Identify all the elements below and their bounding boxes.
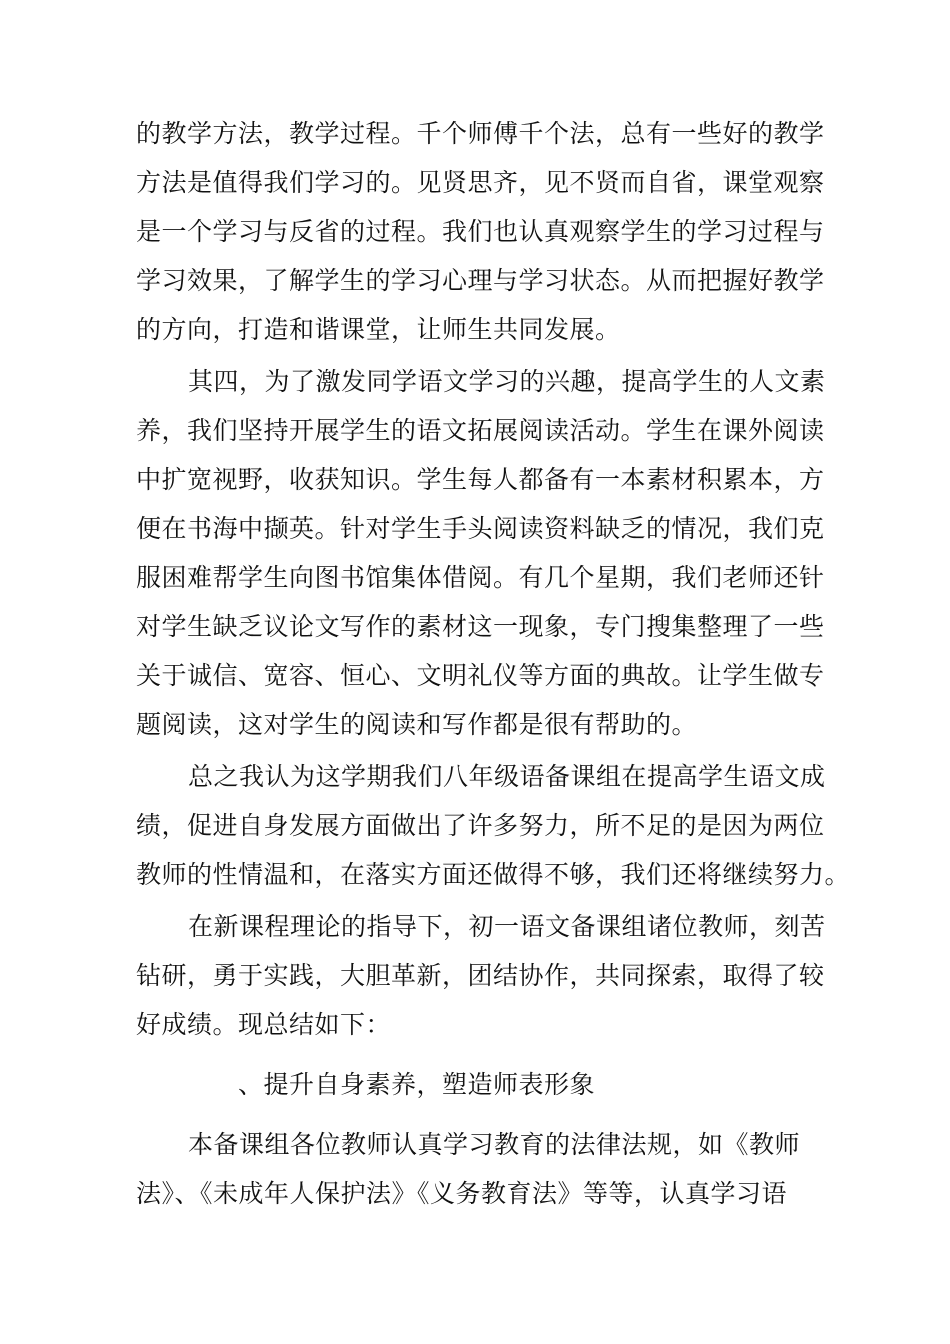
paragraph-line: 养，我们坚持开展学生的语文拓展阅读活动。学生在课外阅读 bbox=[136, 416, 825, 445]
section-heading: 、提升自身素养，塑造师表形象 bbox=[238, 1070, 596, 1099]
paragraph-line: 学习效果，了解学生的学习心理与学习状态。从而把握好教学 bbox=[136, 266, 825, 295]
paragraph-line: 便在书海中撷英。针对学生手头阅读资料缺乏的情况，我们克 bbox=[136, 514, 825, 543]
paragraph-line: 钻研，勇于实践，大胆革新，团结协作，共同探索，取得了较 bbox=[136, 961, 825, 990]
paragraph-line: 题阅读，这对学生的阅读和写作都是很有帮助的。 bbox=[136, 710, 698, 739]
paragraph-line: 在新课程理论的指导下，初一语文备课组诸位教师，刻苦 bbox=[188, 912, 826, 941]
paragraph-line: 服困难帮学生向图书馆集体借阅。有几个星期，我们老师还针 bbox=[136, 563, 825, 592]
paragraph-line: 好成绩。现总结如下： bbox=[136, 1010, 392, 1039]
paragraph-line: 是一个学习与反省的过程。我们也认真观察学生的学习过程与 bbox=[136, 217, 825, 246]
paragraph-line: 本备课组各位教师认真学习教育的法律法规，如《教师 bbox=[188, 1130, 801, 1159]
paragraph-line: 法》、《未成年人保护法》《义务教育法》等等，认真学习语 bbox=[136, 1179, 788, 1208]
paragraph-line: 的教学方法，教学过程。千个师傅千个法，总有一些好的教学 bbox=[136, 119, 825, 148]
paragraph-line: 关于诚信、宽容、恒心、文明礼仪等方面的典故。让学生做专 bbox=[136, 661, 825, 690]
paragraph-line: 其四，为了激发同学语文学习的兴趣，提高学生的人文素 bbox=[188, 367, 826, 396]
paragraph-line: 总之我认为这学期我们八年级语备课组在提高学生语文成 bbox=[188, 762, 826, 791]
paragraph-line: 的方向，打造和谐课堂，让师生共同发展。 bbox=[136, 315, 621, 344]
paragraph-line: 教师的性情温和，在落实方面还做得不够，我们还将继续努力。 bbox=[136, 860, 851, 889]
body-text bbox=[136, 109, 851, 1218]
paragraph-line: 中扩宽视野，收获知识。学生每人都备有一本素材积累本，方 bbox=[136, 465, 825, 494]
paragraph-line: 绩，促进自身发展方面做出了许多努力，所不足的是因为两位 bbox=[136, 811, 825, 840]
paragraph-line: 方法是值得我们学习的。见贤思齐，见不贤而自省，课堂观察 bbox=[136, 168, 825, 197]
paragraph-line: 对学生缺乏议论文写作的素材这一现象，专门搜集整理了一些 bbox=[136, 612, 825, 641]
